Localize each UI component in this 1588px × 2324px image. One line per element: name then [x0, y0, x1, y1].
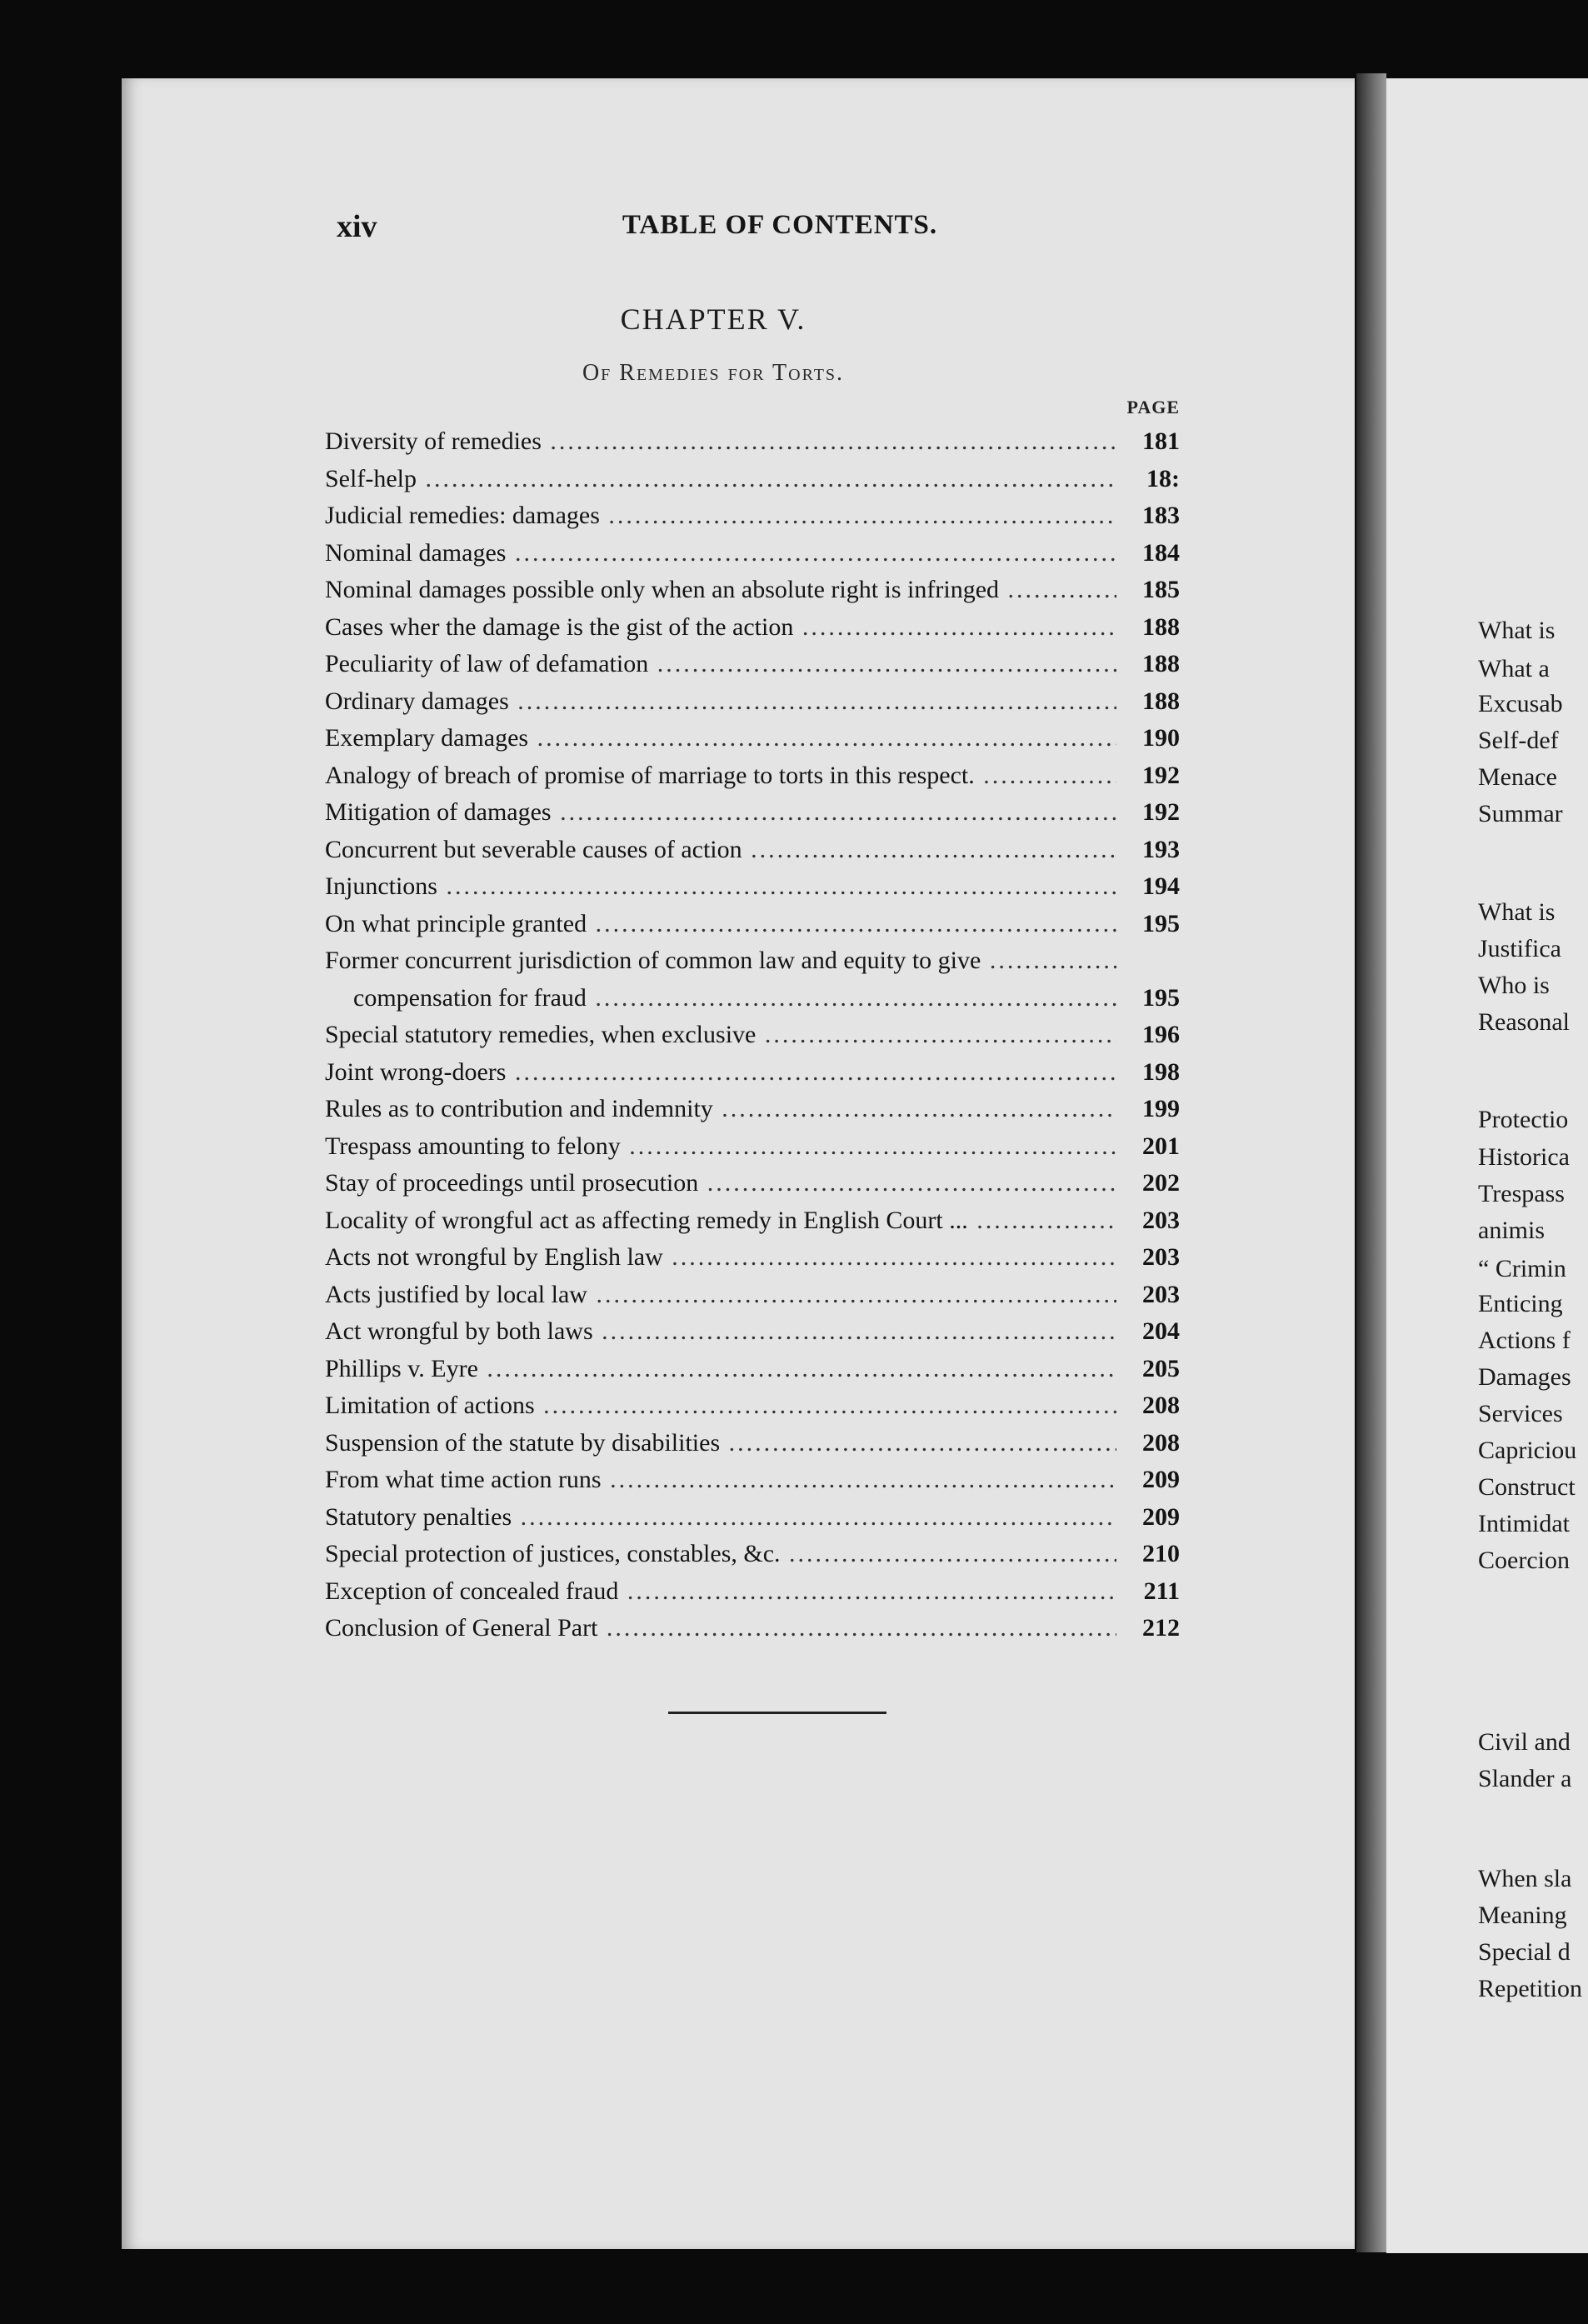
toc-entry-title: Mitigation of damages ..... — [325, 794, 1116, 832]
toc-entry-title: Judicial remedies: damages ..... — [325, 497, 1116, 535]
toc-entry-page-number: 188 — [1121, 646, 1180, 683]
toc-entry-page-number: 199 — [1121, 1091, 1180, 1128]
facing-page-line: Justifica — [1478, 935, 1561, 962]
toc-entry-title: Conclusion of General Part ..... — [325, 1610, 1116, 1647]
toc-entry-page-number: 203 — [1121, 1277, 1180, 1314]
toc-entry-page-number: 192 — [1121, 757, 1180, 795]
toc-entry-page-number: 198 — [1121, 1054, 1180, 1092]
facing-page-line: Damages — [1478, 1363, 1571, 1391]
toc-entry — [325, 1536, 1180, 1573]
toc-entry-page-number: 183 — [1121, 497, 1180, 535]
toc-entry-page-number: 188 — [1121, 609, 1180, 647]
book-page-left — [122, 78, 1355, 2249]
chapter-subtitle: Of Remedies for Torts. — [582, 360, 845, 386]
toc-entry-title: Joint wrong-doers ..... — [325, 1054, 1116, 1092]
facing-page-line: Enticing — [1478, 1290, 1563, 1317]
toc-entry — [325, 1202, 1180, 1240]
facing-page-line: Special d — [1478, 1938, 1571, 1966]
toc-entry — [325, 1091, 1180, 1128]
toc-entry — [325, 1277, 1180, 1314]
toc-entry-page-number: 184 — [1121, 535, 1180, 572]
toc-entry — [325, 646, 1180, 683]
facing-page-line: Self-def — [1478, 727, 1559, 754]
section-divider — [668, 1712, 886, 1714]
chapter-heading: CHAPTER V. — [620, 302, 806, 336]
toc-entry — [325, 572, 1180, 609]
toc-entry-title: Special protection of justices, constables, &c. ..... — [325, 1536, 1116, 1573]
toc-entry — [325, 535, 1180, 572]
toc-entry-title: Peculiarity of law of defamation ..... — [325, 646, 1116, 683]
toc-entry — [325, 832, 1180, 869]
toc-entry-page-number: 201 — [1121, 1128, 1180, 1166]
page-gutter-edge — [1356, 73, 1386, 2252]
facing-page-line: Meaning — [1478, 1902, 1567, 1929]
toc-entry-page-number: 209 — [1121, 1462, 1180, 1499]
toc-entry — [325, 1351, 1180, 1388]
toc-entry — [325, 720, 1180, 757]
toc-entry-page-number: 205 — [1121, 1351, 1180, 1388]
toc-entry-page-number: 204 — [1121, 1313, 1180, 1351]
page-folio: xiv — [337, 209, 377, 244]
facing-page-line: Civil and — [1478, 1728, 1571, 1756]
toc-entry-page-number: 192 — [1121, 794, 1180, 832]
facing-page-line: Services — [1478, 1400, 1563, 1427]
toc-entry-title: Diversity of remedies ..... — [325, 423, 1116, 461]
toc-entry — [325, 1573, 1180, 1611]
toc-entry-title: Rules as to contribution and indemnity ..... — [325, 1091, 1116, 1128]
facing-page-line: Coercion — [1478, 1547, 1570, 1574]
toc-entry — [325, 1054, 1180, 1092]
facing-page-line: Summar — [1478, 800, 1563, 827]
facing-page-line: Who is — [1478, 972, 1550, 999]
toc-entry-title: Ordinary damages ..... — [325, 683, 1116, 721]
facing-page-line: Excusab — [1478, 690, 1563, 717]
toc-entry-page-number: 181 — [1121, 423, 1180, 461]
toc-entry — [325, 794, 1180, 832]
toc-entry-page-number: 195 — [1121, 980, 1180, 1017]
facing-page-line: Actions f — [1478, 1327, 1571, 1354]
running-head — [122, 208, 1355, 258]
running-title: TABLE OF CONTENTS. — [622, 210, 938, 240]
toc-list — [325, 423, 1180, 1647]
toc-entry-title: Stay of proceedings until prosecution ..... — [325, 1165, 1116, 1202]
toc-entry-page-number: 196 — [1121, 1017, 1180, 1054]
toc-entry-page-number: 185 — [1121, 572, 1180, 609]
toc-entry-page-number: 209 — [1121, 1499, 1180, 1537]
toc-entry — [325, 683, 1180, 721]
toc-entry — [325, 423, 1180, 461]
page-column-label: PAGE — [1126, 397, 1180, 417]
toc-entry — [325, 461, 1180, 498]
toc-entry — [325, 757, 1180, 795]
toc-entry — [325, 1425, 1180, 1462]
facing-page-line: What is — [1478, 617, 1556, 644]
facing-page-line: Trespass — [1478, 1180, 1565, 1207]
toc-entry-page-number: 208 — [1121, 1387, 1180, 1425]
facing-page-line: “ Crimin — [1478, 1255, 1566, 1282]
toc-entry-title: Injunctions ..... — [325, 868, 1116, 906]
toc-entry — [325, 1239, 1180, 1277]
toc-entry-title: Acts not wrongful by English law ..... — [325, 1239, 1116, 1277]
toc-entry — [325, 609, 1180, 647]
toc-entry — [325, 497, 1180, 535]
toc-entry-page-number: 194 — [1121, 868, 1180, 906]
toc-entry — [325, 1165, 1180, 1202]
facing-page-line: Repetition — [1478, 1975, 1582, 2002]
facing-page-line: Historica — [1478, 1143, 1570, 1171]
toc-entry-title: Phillips v. Eyre ..... — [325, 1351, 1116, 1388]
toc-entry-page-number: 202 — [1121, 1165, 1180, 1202]
toc-entry-title: Acts justified by local law ..... — [325, 1277, 1116, 1314]
toc-entry-title: Statutory penalties ..... — [325, 1499, 1116, 1537]
toc-entry — [325, 1499, 1180, 1537]
toc-entry-title: Analogy of breach of promise of marriage to torts in this respect. ..... — [325, 757, 1116, 795]
toc-entry-title: From what time action runs ..... — [325, 1462, 1116, 1499]
toc-entry-title: Limitation of actions ..... — [325, 1387, 1116, 1425]
toc-entry-title: Former concurrent jurisdiction of common law and equity to give ..... — [325, 942, 1116, 980]
toc-entry-title: Exemplary damages ..... — [325, 720, 1116, 757]
toc-entry-page-number: 203 — [1121, 1239, 1180, 1277]
facing-page-line: Construct — [1478, 1473, 1576, 1501]
toc-entry — [325, 1017, 1180, 1054]
toc-entry — [325, 906, 1180, 943]
toc-entry — [325, 1128, 1180, 1166]
facing-page-line: What a — [1478, 655, 1550, 682]
toc-entry-title: On what principle granted ..... — [325, 906, 1116, 943]
facing-page-line: Capriciou — [1478, 1437, 1577, 1464]
toc-entry-page-number: 190 — [1121, 720, 1180, 757]
toc-entry-title: Special statutory remedies, when exclusive ..... — [325, 1017, 1116, 1054]
toc-entry — [325, 1313, 1180, 1351]
toc-entry-title: Exception of concealed fraud ..... — [325, 1573, 1116, 1611]
facing-page-line: When sla — [1478, 1865, 1572, 1892]
toc-entry — [325, 1610, 1180, 1647]
toc-entry-page-number: 188 — [1121, 683, 1180, 721]
toc-entry-title: Nominal damages ..... — [325, 535, 1116, 572]
toc-entry-title: Suspension of the statute by disabilities ..... — [325, 1425, 1116, 1462]
facing-page-lines — [1386, 78, 1588, 2253]
toc-entry — [325, 942, 1180, 1017]
toc-entry-title: Trespass amounting to felony ..... — [325, 1128, 1116, 1166]
toc-entry — [325, 1387, 1180, 1425]
toc-entry-title-continued: compensation for fraud ..... — [353, 980, 1116, 1017]
toc-entry — [325, 868, 1180, 906]
toc-entry-title: Cases wher the damage is the gist of the action ..... — [325, 609, 1116, 647]
toc-entry-title: Self-help ..... — [325, 461, 1116, 498]
facing-page-line: Protectio — [1478, 1106, 1569, 1133]
facing-page-line: What is — [1478, 898, 1556, 926]
facing-page-line: Slander a — [1478, 1765, 1572, 1792]
book-page-right-partial — [1386, 78, 1588, 2253]
facing-page-line: Intimidat — [1478, 1510, 1570, 1537]
toc-entry-page-number: 203 — [1121, 1202, 1180, 1240]
facing-page-line: Menace — [1478, 763, 1557, 791]
toc-entry-page-number: 212 — [1121, 1610, 1180, 1647]
toc-entry-page-number: 210 — [1121, 1536, 1180, 1573]
toc-entry-page-number: 211 — [1121, 1573, 1180, 1611]
toc-entry-page-number: 195 — [1121, 906, 1180, 943]
toc-entry-title: Locality of wrongful act as affecting remedy in English Court ... ..... — [325, 1202, 1116, 1240]
toc-entry-page-number: 208 — [1121, 1425, 1180, 1462]
facing-page-line: Reasonal — [1478, 1008, 1570, 1036]
toc-entry-title: Concurrent but severable causes of action ..... — [325, 832, 1116, 869]
facing-page-line: animis — [1478, 1217, 1545, 1244]
toc-entry-page-number: 18: — [1121, 461, 1180, 498]
toc-entry — [325, 1462, 1180, 1499]
toc-entry-title: Nominal damages possible only when an absolute right is infringed ..... — [325, 572, 1116, 609]
toc-entry-title: Act wrongful by both laws ..... — [325, 1313, 1116, 1351]
toc-entry-page-number: 193 — [1121, 832, 1180, 869]
